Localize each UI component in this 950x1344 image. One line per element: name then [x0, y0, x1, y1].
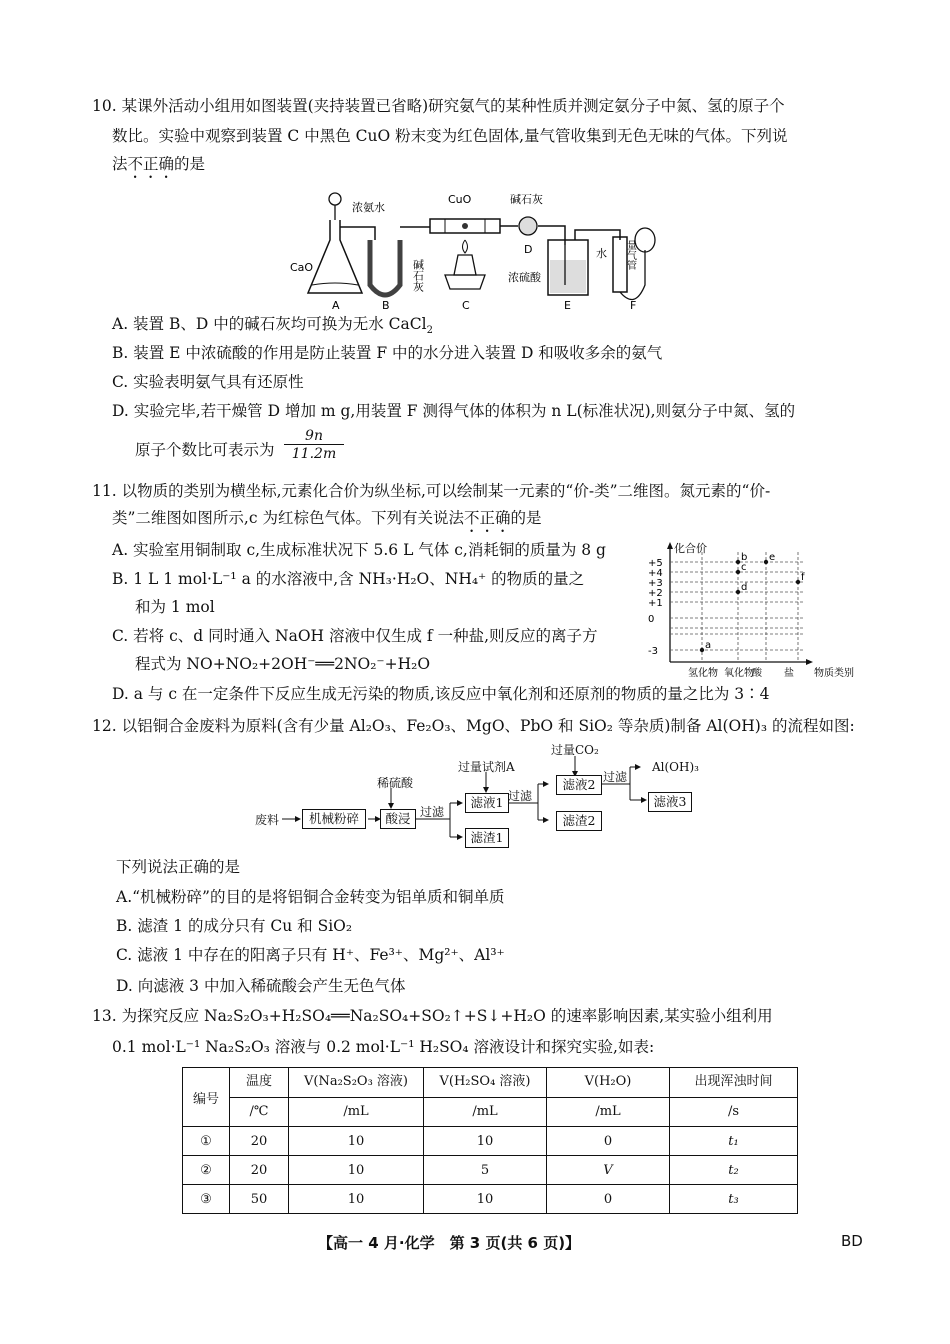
q12-option-c: C. 滤液 1 中存在的阳离子只有 H⁺、Fe³⁺、Mg²⁺、Al³⁺: [116, 946, 505, 964]
th-unit-na2s2o3: /mL: [289, 1097, 424, 1127]
y-tick-label: -3: [648, 646, 658, 657]
flow-suanjin-box: 酸浸: [380, 809, 416, 829]
y-tick-label: +2: [648, 588, 663, 599]
label-B: B: [382, 299, 390, 312]
th-unit-time: /s: [670, 1097, 798, 1127]
q12-question: 下列说法正确的是: [116, 858, 241, 876]
point-label: c: [741, 562, 747, 573]
flow-feiliao: 废料: [255, 813, 280, 827]
x-tick-label: 氢化物: [688, 668, 718, 679]
y-tick-label: +1: [648, 598, 663, 609]
point-label: e: [769, 552, 776, 563]
x-tick-label: 酸: [752, 668, 762, 679]
label-jianshihui-d: 碱石灰: [510, 193, 543, 206]
label-cuo: CuO: [448, 193, 472, 206]
th-v-h2o: V(H₂O): [547, 1068, 670, 1098]
point-label: b: [741, 552, 748, 563]
flow-xiliusuan: 稀硫酸: [377, 776, 414, 790]
th-temp-unit: /℃: [230, 1097, 289, 1127]
q10-option-b: B. 装置 E 中浓硫酸的作用是防止装置 F 中的水分进入装置 D 和吸收多余的氨气: [112, 344, 663, 362]
cell: 10: [289, 1127, 424, 1156]
cell: V: [547, 1156, 670, 1185]
q11-valence-chart: [640, 540, 870, 680]
q12-option-a: A.“机械粉碎”的目的是将铝铜合金转变为铝单质和铜单质: [116, 888, 505, 906]
cell: 0: [547, 1185, 670, 1214]
point-label: a: [705, 640, 712, 651]
point-label: f: [801, 572, 805, 583]
q10-option-c: C. 实验表明氨气具有还原性: [112, 373, 304, 391]
q10-stem-line2: 数比。实验中观察到装置 C 中黑色 CuO 粉末变为红色固体,量气管收集到无色无味的气体。下列说: [112, 127, 788, 145]
q10-fraction: $\frac{9n}{11.2m}$: [284, 428, 344, 463]
y-tick-label: +3: [648, 578, 663, 589]
label-water: 水: [596, 247, 607, 260]
q13-stem-line2: 0.1 mol·L⁻¹ Na₂S₂O₃ 溶液与 0.2 mol·L⁻¹ H₂SO₄ 溶液设计和探究实验,如表:: [112, 1038, 655, 1056]
flow-fensui-box: 机械粉碎: [302, 809, 366, 829]
q10-apparatus-figure: [290, 185, 680, 315]
th-v-h2so4: V(H₂SO₄ 溶液): [424, 1068, 547, 1098]
th-temp: 温度: [230, 1068, 289, 1098]
chart-ylabel: 化合价: [674, 542, 707, 555]
q13-experiment-table: [182, 1067, 798, 1214]
cell: 0: [547, 1127, 670, 1156]
q10-option-d-line1: D. 实验完毕,若干燥管 D 增加 m g,用装置 F 测得气体的体积为 n L(标准状况),则氨分子中氮、氢的: [112, 402, 796, 420]
data-point: [736, 570, 740, 574]
x-tick-label: 盐: [784, 668, 794, 679]
cell: ①: [183, 1127, 230, 1156]
th-v-na2s2o3: V(Na₂S₂O₃ 溶液): [289, 1068, 424, 1098]
label-h2so4: 浓硫酸: [508, 271, 541, 284]
cell: 10: [289, 1185, 424, 1214]
q12-option-d: D. 向滤液 3 中加入稀硫酸会产生无色气体: [116, 977, 406, 995]
q10-option-d-line2: 原子个数比可表示为: [135, 441, 275, 459]
flow-guolv2: 过滤: [508, 789, 533, 803]
q11-option-c-line1: C. 若将 c、d 同时通入 NaOH 溶液中仅生成 f 一种盐,则反应的离子方: [112, 627, 598, 645]
q13-stem-line1: 13. 为探究反应 Na₂S₂O₃+H₂SO₄══Na₂SO₄+SO₂↑+S↓+H₂O 的速率影响因素,某实验小组利用: [92, 1007, 773, 1025]
page-code: BD: [841, 1232, 863, 1250]
q11-option-d: D. a 与 c 在一定条件下反应生成无污染的物质,该反应中氧化剂和还原剂的物质的量之比为 3∶4: [112, 685, 770, 703]
q11-option-a: A. 实验室用铜制取 c,生成标准状况下 5.6 L 气体 c,消耗铜的质量为 8 g: [112, 541, 606, 559]
label-D: D: [524, 243, 533, 256]
q10-stem-line3: 法不正确的是: [112, 155, 206, 173]
cell: 10: [424, 1185, 547, 1214]
q12-stem: 12. 以铝铜合金废料为原料(含有少量 Al₂O₃、Fe₂O₃、MgO、PbO 和 SiO₂ 等杂质)制备 Al(OH)₃ 的流程如图:: [92, 717, 855, 735]
label-liangqiguan: 量气管: [624, 240, 636, 270]
label-nh3: 浓氨水: [352, 201, 385, 214]
q11-stem-line2: 类”二维图如图所示,c 为红棕色气体。下列有关说法不正确的是: [112, 509, 542, 527]
q11-option-b-line1: B. 1 L 1 mol·L⁻¹ a 的水溶液中,含 NH₃·H₂O、NH₄⁺ 的物质的量之: [112, 570, 585, 588]
th-id: 编号: [183, 1068, 230, 1127]
cell: 10: [424, 1127, 547, 1156]
cell: 20: [230, 1156, 289, 1185]
point-label: d: [741, 582, 748, 593]
flow-guolv1: 过滤: [420, 805, 445, 819]
label-jianshihui-b: 碱石灰: [411, 259, 425, 292]
chart-xlabel: 物质类别: [814, 668, 854, 679]
q10-stem-line1: 10. 某课外活动小组用如图装置(夹持装置已省略)研究氨气的某种性质并测定氨分子中氮、氢的原子个: [92, 97, 785, 115]
q11-stem-line1: 11. 以物质的类别为横坐标,元素化合价为纵坐标,可以绘制某一元素的“价-类”二维图。氮元素的“价-: [92, 482, 771, 500]
flow-lvzha1-box: 滤渣1: [465, 828, 509, 848]
data-point: [796, 580, 800, 584]
table-row: [183, 1185, 798, 1214]
page-footer: 【高一 4 月·化学 第 3 页(共 6 页)】: [318, 1234, 581, 1252]
th-unit-h2o: /mL: [547, 1097, 670, 1127]
data-point: [764, 560, 768, 564]
cell: 50: [230, 1185, 289, 1214]
y-tick-label: 0: [648, 614, 655, 625]
flow-lvye1-box: 滤液1: [465, 793, 509, 813]
flow-lvye3-box: 滤液3: [648, 792, 692, 812]
data-point: [736, 590, 740, 594]
y-tick-label: +5: [648, 558, 663, 569]
label-cao: CaO: [290, 261, 314, 274]
y-tick-label: +4: [648, 568, 663, 579]
flow-lvye2-box: 滤液2: [556, 775, 602, 795]
flow-guolv3: 过滤: [603, 770, 628, 784]
data-point: [700, 648, 704, 652]
data-point: [736, 560, 740, 564]
cell: 5: [424, 1156, 547, 1185]
label-A: A: [332, 299, 340, 312]
flow-co2: 过量CO₂: [551, 743, 599, 757]
cell: ③: [183, 1185, 230, 1214]
cell: 20: [230, 1127, 289, 1156]
table-row: [183, 1127, 798, 1156]
label-F: F: [630, 299, 637, 312]
flow-shiji-a: 过量试剂A: [458, 760, 515, 774]
table-row: [183, 1156, 798, 1185]
cell: t₁: [670, 1127, 798, 1156]
q11-option-b-line2: 和为 1 mol: [135, 598, 215, 616]
q11-option-c-line2: 程式为 NO+NO₂+2OH⁻══2NO₂⁻+H₂O: [135, 655, 431, 673]
q12-option-b: B. 滤渣 1 的成分只有 Cu 和 SiO₂: [116, 917, 353, 935]
cell: 10: [289, 1156, 424, 1185]
cell: t₂: [670, 1156, 798, 1185]
flow-lvzha2-box: 滤渣2: [556, 811, 602, 831]
label-E: E: [564, 299, 571, 312]
cell: t₃: [670, 1185, 798, 1214]
x-tick-label: 氧化物: [724, 668, 754, 679]
cell: ②: [183, 1156, 230, 1185]
th-unit-h2so4: /mL: [424, 1097, 547, 1127]
label-C: C: [462, 299, 470, 312]
th-time: 出现浑浊时间: [670, 1068, 798, 1098]
flow-aloh3: Al(OH)₃: [652, 760, 699, 774]
q10-option-a: A. 装置 B、D 中的碱石灰均可换为无水 CaCl$_2$: [112, 315, 433, 337]
